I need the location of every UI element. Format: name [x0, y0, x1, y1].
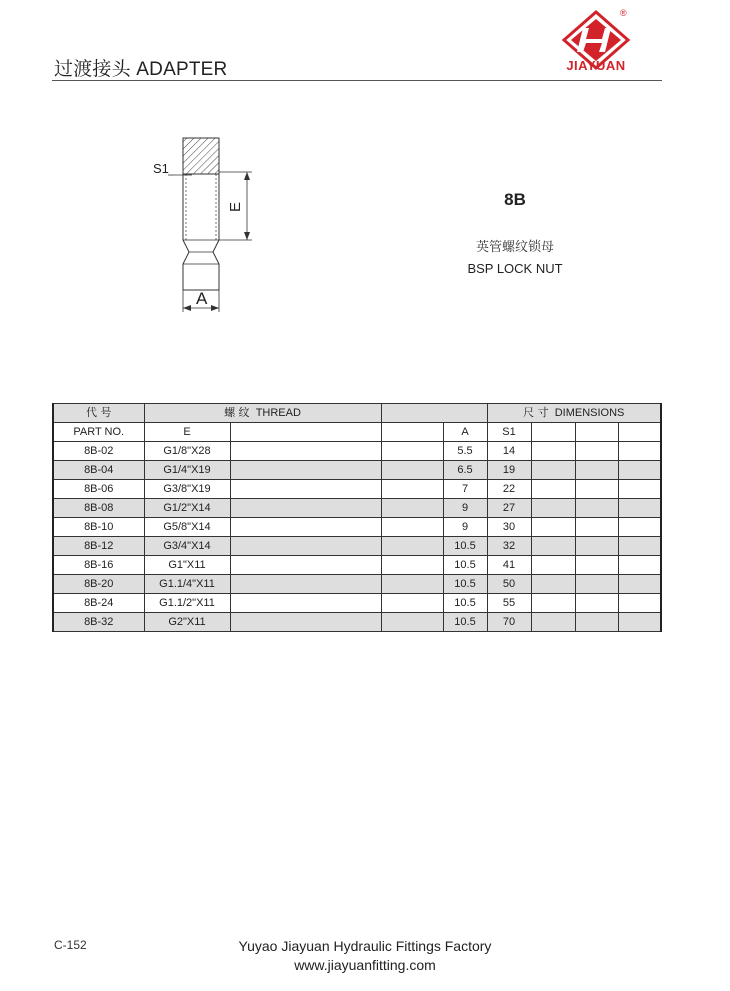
blank-cell	[230, 480, 381, 499]
dim-s1-cell: 32	[487, 537, 531, 556]
dim-a-cell: 6.5	[443, 461, 487, 480]
blank-cell	[575, 442, 618, 461]
product-name-en: BSP LOCK NUT	[467, 261, 563, 276]
blank-cell	[531, 499, 575, 518]
spec-table	[52, 403, 662, 632]
header-e: E	[144, 423, 230, 442]
dim-a-cell: 10.5	[443, 537, 487, 556]
blank-cell	[618, 442, 661, 461]
blank-cell	[381, 461, 443, 480]
header-divider	[52, 80, 662, 81]
thread-e-cell: G3/4"X14	[144, 537, 230, 556]
blank-cell	[531, 556, 575, 575]
blank-cell	[230, 442, 381, 461]
header-a: A	[443, 423, 487, 442]
blank-cell	[618, 537, 661, 556]
blank-cell	[531, 575, 575, 594]
dim-a-cell: 7	[443, 480, 487, 499]
blank-cell	[531, 442, 575, 461]
blank-cell	[381, 537, 443, 556]
blank-cell	[531, 480, 575, 499]
thread-e-cell: G3/8"X19	[144, 480, 230, 499]
dim-s1-cell: 70	[487, 613, 531, 632]
table-row	[53, 556, 661, 575]
thread-e-cell: G2"X11	[144, 613, 230, 632]
dim-a-cell: 9	[443, 518, 487, 537]
part-no-cell: 8B-02	[53, 442, 144, 461]
blank-cell	[575, 594, 618, 613]
page-number: C-152	[54, 938, 87, 952]
dim-a-cell: 10.5	[443, 613, 487, 632]
table-row	[53, 461, 661, 480]
s1-label: S1	[153, 161, 169, 176]
header-thread: 螺 纹 THREAD	[144, 404, 381, 423]
dim-s1-cell: 22	[487, 480, 531, 499]
header-part-no: PART NO.	[53, 423, 144, 442]
header-blank	[575, 423, 618, 442]
header-s1: S1	[487, 423, 531, 442]
a-label: A	[196, 289, 208, 308]
blank-cell	[230, 594, 381, 613]
part-no-cell: 8B-24	[53, 594, 144, 613]
thread-e-cell: G1.1/2"X11	[144, 594, 230, 613]
part-no-cell: 8B-06	[53, 480, 144, 499]
thread-e-cell: G1/8"X28	[144, 442, 230, 461]
blank-cell	[575, 537, 618, 556]
dim-s1-cell: 19	[487, 461, 531, 480]
e-label: E	[227, 201, 244, 212]
dim-s1-cell: 27	[487, 499, 531, 518]
blank-cell	[618, 518, 661, 537]
thread-e-cell: G1/2"X14	[144, 499, 230, 518]
dim-s1-cell: 55	[487, 594, 531, 613]
blank-cell	[381, 518, 443, 537]
blank-cell	[575, 518, 618, 537]
blank-cell	[575, 613, 618, 632]
blank-cell	[618, 461, 661, 480]
blank-cell	[230, 499, 381, 518]
footer-website: www.jiayuanfitting.com	[294, 957, 436, 973]
blank-cell	[618, 594, 661, 613]
blank-cell	[575, 461, 618, 480]
blank-cell	[230, 556, 381, 575]
dim-a-cell: 5.5	[443, 442, 487, 461]
blank-cell	[531, 518, 575, 537]
blank-cell	[230, 537, 381, 556]
header-code-cn: 代 号	[53, 404, 144, 423]
header-blank	[618, 423, 661, 442]
blank-cell	[575, 575, 618, 594]
part-no-cell: 8B-16	[53, 556, 144, 575]
blank-cell	[230, 575, 381, 594]
header-blank	[230, 423, 381, 442]
part-no-cell: 8B-10	[53, 518, 144, 537]
blank-cell	[381, 480, 443, 499]
dim-s1-cell: 50	[487, 575, 531, 594]
blank-cell	[230, 518, 381, 537]
registered-mark: ®	[620, 8, 627, 18]
blank-cell	[531, 613, 575, 632]
table-row	[53, 594, 661, 613]
footer-company: Yuyao Jiayuan Hydraulic Fittings Factory	[238, 938, 492, 954]
blank-cell	[618, 499, 661, 518]
part-no-cell: 8B-12	[53, 537, 144, 556]
table-row	[53, 480, 661, 499]
product-name-cn: 英管螺纹锁母	[475, 240, 554, 255]
dim-a-cell: 10.5	[443, 594, 487, 613]
dim-a-cell: 9	[443, 499, 487, 518]
part-no-cell: 8B-20	[53, 575, 144, 594]
header-dimensions: 尺 寸 DIMENSIONS	[487, 404, 661, 423]
blank-cell	[618, 480, 661, 499]
dim-a-cell: 10.5	[443, 556, 487, 575]
blank-cell	[381, 442, 443, 461]
blank-cell	[618, 613, 661, 632]
part-no-cell: 8B-08	[53, 499, 144, 518]
part-no-cell: 8B-04	[53, 461, 144, 480]
table-row	[53, 499, 661, 518]
blank-cell	[381, 499, 443, 518]
header-blank	[381, 404, 487, 423]
table-header-row-2	[53, 423, 661, 442]
page-title: 过渡接头 ADAPTER	[54, 59, 228, 80]
table-row	[53, 442, 661, 461]
table-row	[53, 613, 661, 632]
blank-cell	[230, 461, 381, 480]
table-row	[53, 518, 661, 537]
thread-e-cell: G5/8"X14	[144, 518, 230, 537]
blank-cell	[618, 575, 661, 594]
blank-cell	[381, 613, 443, 632]
blank-cell	[531, 461, 575, 480]
header-blank	[531, 423, 575, 442]
blank-cell	[575, 556, 618, 575]
blank-cell	[381, 575, 443, 594]
dim-s1-cell: 30	[487, 518, 531, 537]
product-code: 8B	[504, 190, 526, 209]
table-row	[53, 537, 661, 556]
blank-cell	[618, 556, 661, 575]
lock-nut-drawing	[140, 128, 280, 318]
blank-cell	[230, 613, 381, 632]
blank-cell	[575, 480, 618, 499]
thread-e-cell: G1.1/4"X11	[144, 575, 230, 594]
blank-cell	[381, 556, 443, 575]
thread-e-cell: G1"X11	[144, 556, 230, 575]
table-row	[53, 575, 661, 594]
header-blank	[381, 423, 443, 442]
blank-cell	[575, 499, 618, 518]
blank-cell	[531, 594, 575, 613]
blank-cell	[531, 537, 575, 556]
dim-s1-cell: 41	[487, 556, 531, 575]
thread-e-cell: G1/4"X19	[144, 461, 230, 480]
brand-name: JIAYUAN	[566, 58, 626, 73]
part-no-cell: 8B-32	[53, 613, 144, 632]
blank-cell	[381, 594, 443, 613]
dim-a-cell: 10.5	[443, 575, 487, 594]
table-header-row-1	[53, 404, 661, 423]
dim-s1-cell: 14	[487, 442, 531, 461]
